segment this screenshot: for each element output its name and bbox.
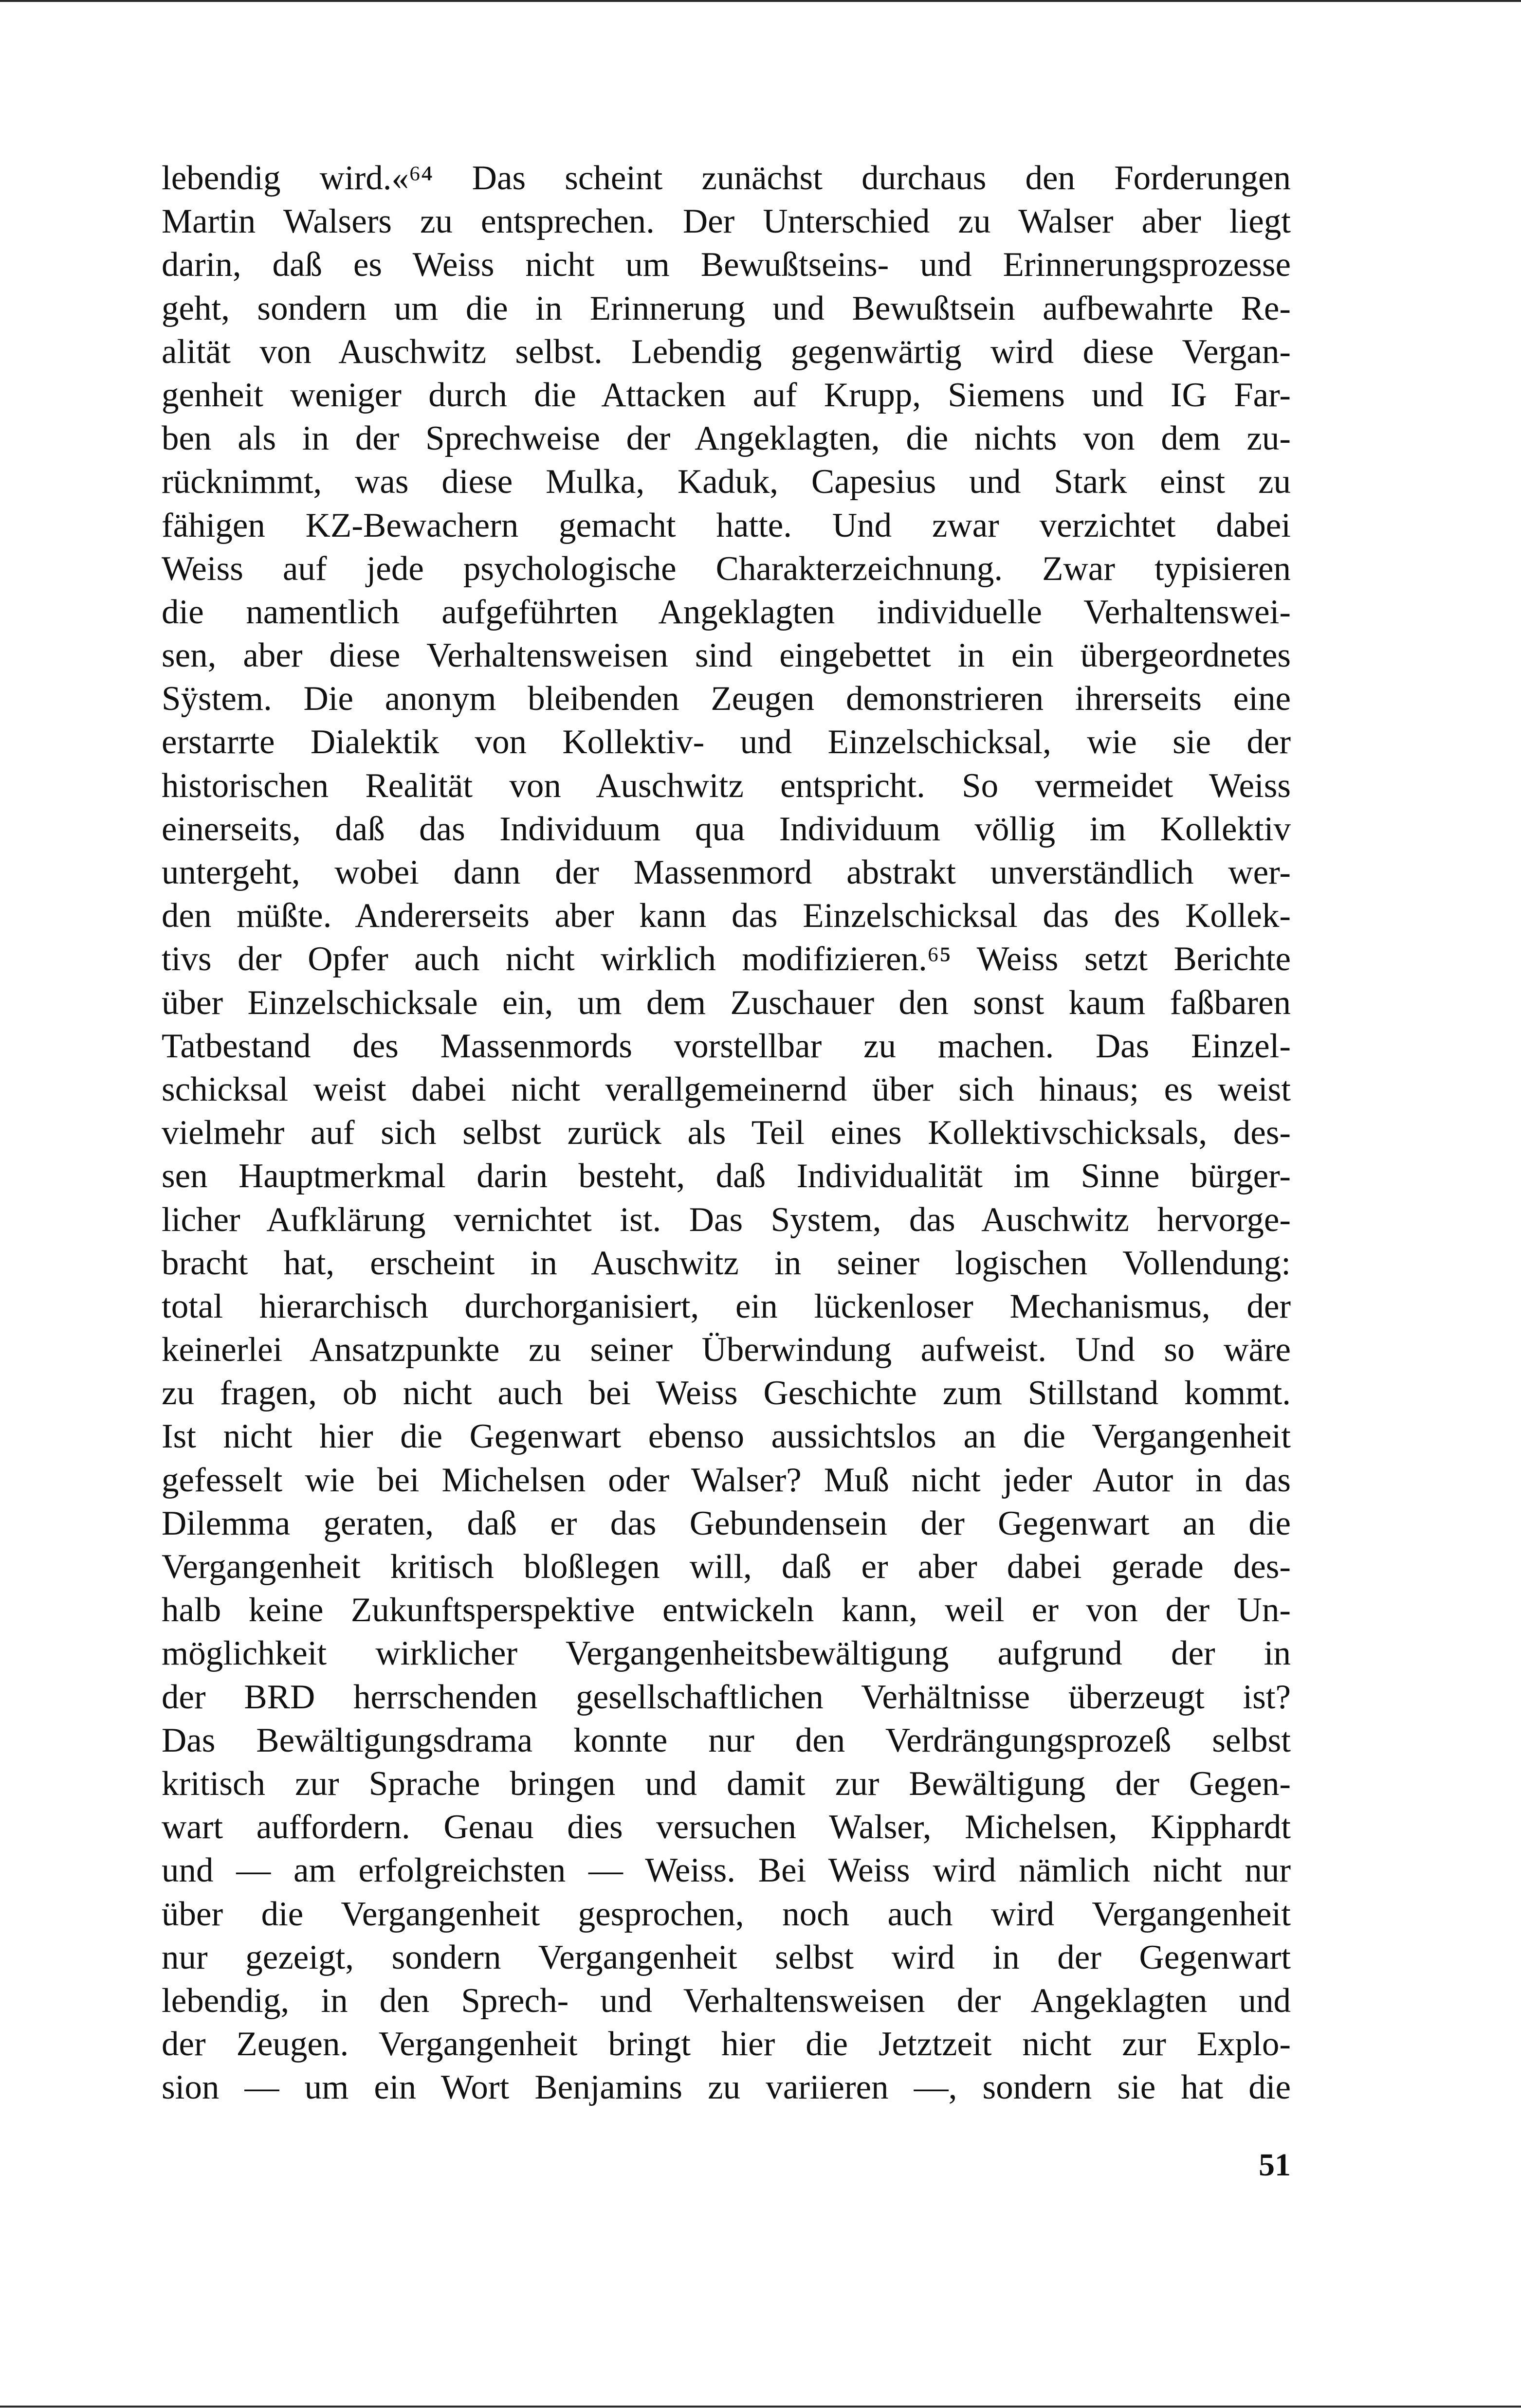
text-line: einerseits, daß das Individuum qua Individuum völlig im Kollektiv	[162, 810, 1291, 848]
text-line: gefesselt wie bei Michelsen oder Walser? Muß nicht jeder Autor in das	[162, 1461, 1291, 1499]
text-line: möglichkeit wirklicher Vergangenheitsbewältigung aufgrund der in	[162, 1634, 1291, 1673]
text-line: über die Vergangenheit gesprochen, noch auch wird Vergangenheit	[162, 1895, 1291, 1933]
text-line: Weiss auf jede psychologische Charakterzeichnung. Zwar typisieren	[162, 549, 1291, 588]
text-line: licher Aufklärung vernichtet ist. Das System, das Auschwitz hervorge-	[162, 1200, 1291, 1239]
text-line: Vergangenheit kritisch bloßlegen will, daß er aber dabei gerade des-	[162, 1548, 1291, 1586]
text-line: total hierarchisch durchorganisiert, ein lückenloser Mechanismus, der	[162, 1287, 1291, 1325]
text-line: rücknimmt, was diese Mulka, Kaduk, Capesius und Stark einst zu	[162, 463, 1291, 501]
text-line: schicksal weist dabei nicht verallgemeinernd über sich hinaus; es weist	[162, 1070, 1291, 1108]
text-line: wart auffordern. Genau dies versuchen Walser, Michelsen, Kipphardt	[162, 1808, 1291, 1847]
text-line: Dilemma geraten, daß er das Gebundensein der Gegenwart an die	[162, 1504, 1291, 1542]
text-line: sen Hauptmerkmal darin besteht, daß Individualität im Sinne bürger-	[162, 1157, 1291, 1195]
text-line: Ist nicht hier die Gegenwart ebenso aussichtslos an die Vergangenheit	[162, 1417, 1291, 1456]
text-line: der BRD herrschenden gesellschaftlichen Verhältnisse überzeugt ist?	[162, 1678, 1291, 1716]
text-line: sion — um ein Wort Benjamins zu variieren —, sondern sie hat die	[162, 2068, 1291, 2107]
text-line: genheit weniger durch die Attacken auf Krupp, Siemens und IG Far-	[162, 376, 1291, 414]
text-line: keinerlei Ansatzpunkte zu seiner Überwindung aufweist. Und so wäre	[162, 1331, 1291, 1369]
text-line: historischen Realität von Auschwitz entspricht. So vermeidet Weiss	[162, 766, 1291, 805]
text-line: zu fragen, ob nicht auch bei Weiss Geschichte zum Stillstand kommt.	[162, 1374, 1291, 1412]
text-line: untergeht, wobei dann der Massenmord abstrakt unverständlich wer-	[162, 853, 1291, 891]
page-top-edge	[0, 0, 1521, 2]
text-line: lebendig, in den Sprech- und Verhaltensweisen der Angeklagten und	[162, 1981, 1291, 2020]
text-line: und — am erfolgreichsten — Weiss. Bei Weiss wird nämlich nicht nur	[162, 1851, 1291, 1890]
text-line: die namentlich aufgeführten Angeklagten individuelle Verhaltenswei-	[162, 593, 1291, 631]
text-line: lebendig wird.«⁶⁴ Das scheint zunächst durchaus den Forderungen	[162, 159, 1291, 197]
text-line: Tatbestand des Massenmords vorstellbar zu machen. Das Einzel-	[162, 1027, 1291, 1065]
text-line: den müßte. Andererseits aber kann das Einzelschicksal das des Kollek-	[162, 897, 1291, 935]
text-line: alität von Auschwitz selbst. Lebendig gegenwärtig wird diese Vergan-	[162, 332, 1291, 371]
body-text	[162, 157, 1291, 2109]
text-line: vielmehr auf sich selbst zurück als Teil eines Kollektivschicksals, des-	[162, 1114, 1291, 1152]
text-line: erstarrte Dialektik von Kollektiv- und Einzelschicksal, wie sie der	[162, 723, 1291, 761]
text-line: Sÿstem. Die anonym bleibenden Zeugen demonstrieren ihrerseits eine	[162, 680, 1291, 718]
text-line: Martin Walsers zu entsprechen. Der Unterschied zu Walser aber liegt	[162, 202, 1291, 241]
text-line: ben als in der Sprechweise der Angeklagten, die nichts von dem zu-	[162, 419, 1291, 458]
text-line: sen, aber diese Verhaltensweisen sind eingebettet in ein übergeordnetes	[162, 636, 1291, 675]
text-line: darin, daß es Weiss nicht um Bewußtseins- und Erinnerungsprozesse	[162, 246, 1291, 284]
page-number: 51	[1259, 2147, 1291, 2183]
text-line: der Zeugen. Vergangenheit bringt hier die Jetztzeit nicht zur Explo-	[162, 2025, 1291, 2064]
text-line: tivs der Opfer auch nicht wirklich modifizieren.⁶⁵ Weiss setzt Berichte	[162, 940, 1291, 978]
text-line: über Einzelschicksale ein, um dem Zuschauer den sonst kaum faßbaren	[162, 983, 1291, 1022]
page-bottom-edge	[0, 2406, 1521, 2408]
text-line: geht, sondern um die in Erinnerung und Bewußtsein aufbewahrte Re-	[162, 289, 1291, 327]
text-line: bracht hat, erscheint in Auschwitz in seiner logischen Vollendung:	[162, 1244, 1291, 1282]
text-line: nur gezeigt, sondern Vergangenheit selbst wird in der Gegenwart	[162, 1938, 1291, 1976]
text-line: kritisch zur Sprache bringen und damit zur Bewältigung der Gegen-	[162, 1764, 1291, 1803]
text-line: Das Bewältigungsdrama konnte nur den Verdrängungsprozeß selbst	[162, 1721, 1291, 1759]
text-line: fähigen KZ-Bewachern gemacht hatte. Und zwar verzichtet dabei	[162, 506, 1291, 544]
text-line: halb keine Zukunftsperspektive entwickeln kann, weil er von der Un-	[162, 1591, 1291, 1629]
